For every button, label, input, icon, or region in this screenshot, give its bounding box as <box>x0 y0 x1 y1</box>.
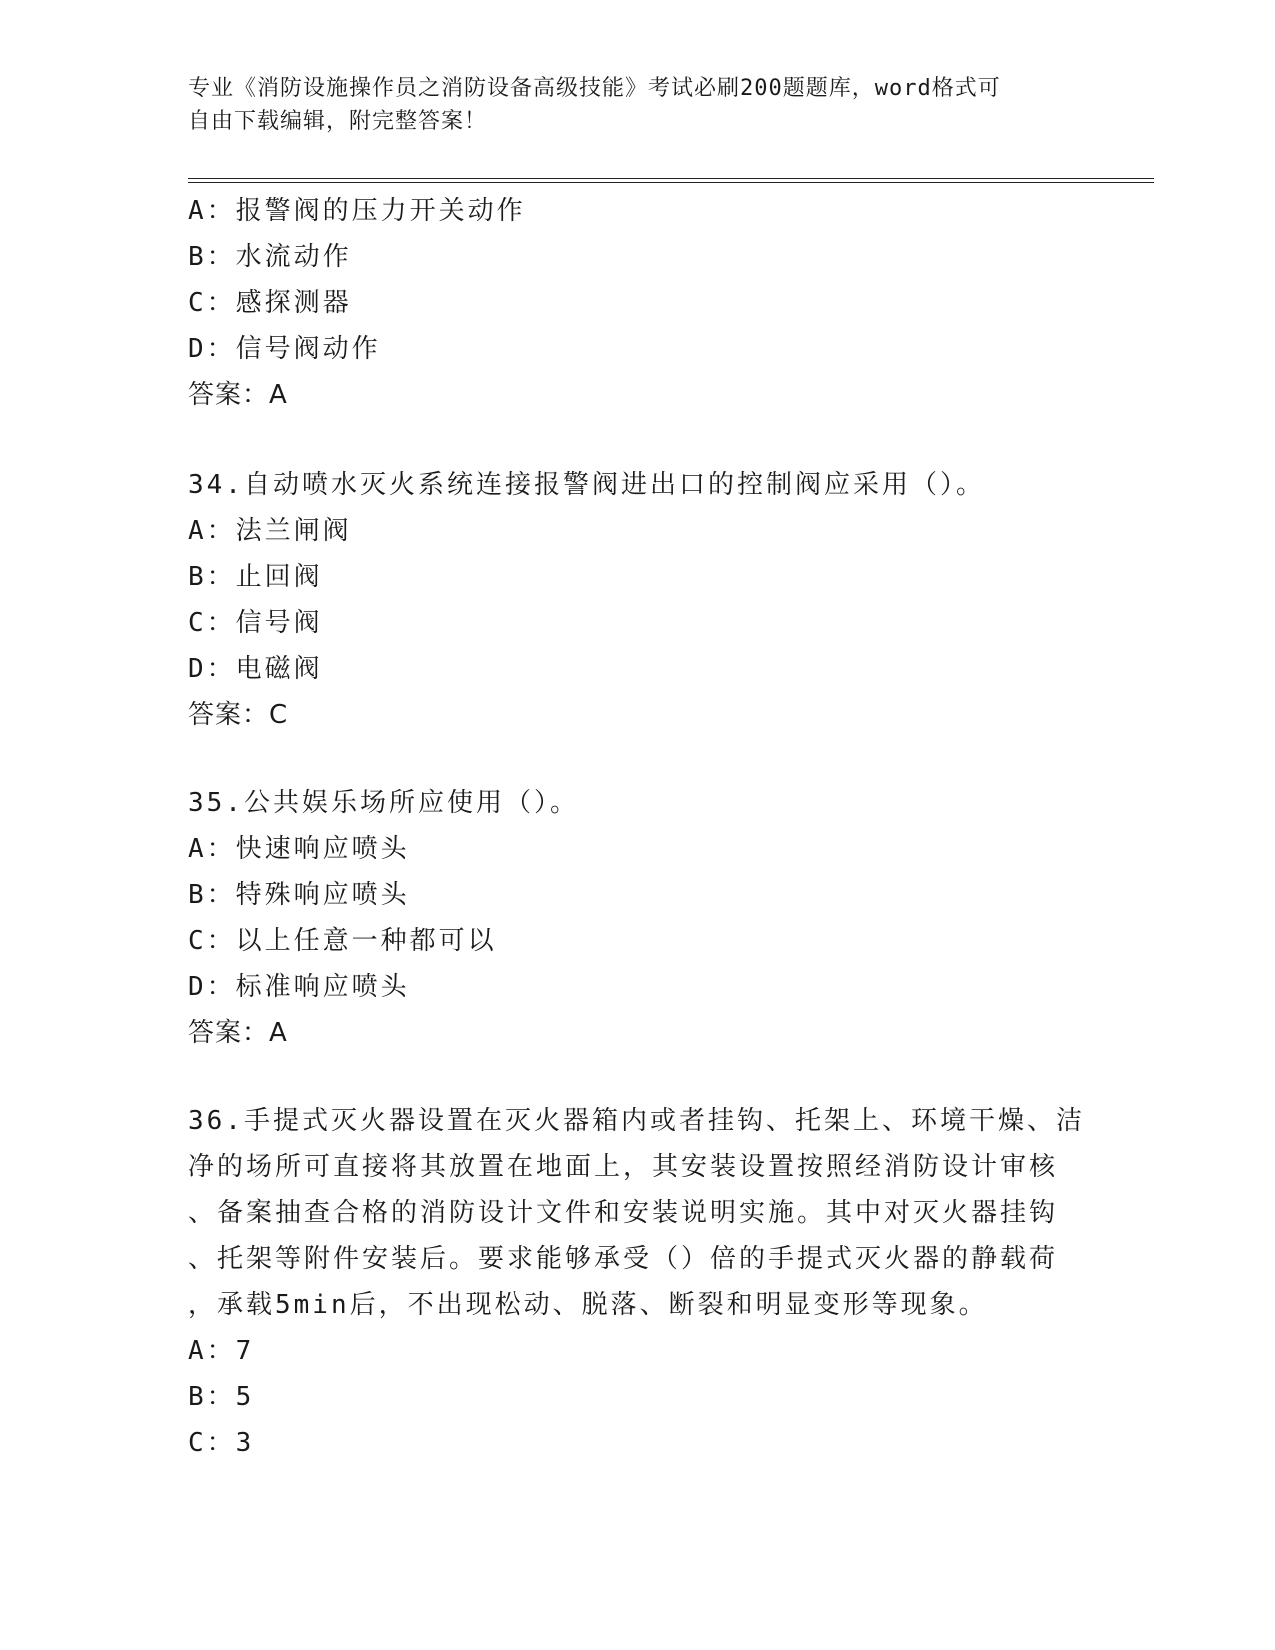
option-a: A：7 <box>188 1336 255 1366</box>
question-stem-line-4: 、托架等附件安装后。要求能够承受（）倍的手提式灭火器的静载荷 <box>188 1244 1059 1274</box>
document-header <box>188 72 1068 138</box>
question-stem: 35.公共娱乐场所应使用（）。 <box>188 788 579 818</box>
question-35 <box>188 780 1088 1056</box>
option-c: C：以上任意一种都可以 <box>188 926 497 956</box>
question-stem-line-5: ，承载5min后，不出现松动、脱落、断裂和明显变形等现象。 <box>188 1290 988 1320</box>
option-c: C：3 <box>188 1428 255 1458</box>
question-stem-line-3: 、备案抽查合格的消防设计文件和安装说明实施。其中对灭火器挂钩 <box>188 1198 1059 1228</box>
question-stem: 34.自动喷水灭火系统连接报警阀进出口的控制阀应采用（）。 <box>188 470 985 500</box>
header-title-line-2: 自由下载编辑，附完整答案！ <box>188 109 488 134</box>
option-b: B：水流动作 <box>188 242 352 272</box>
spacer <box>188 738 1088 780</box>
spacer <box>188 418 1088 462</box>
answer-line: 答案：C <box>188 700 289 730</box>
option-b: B：止回阀 <box>188 562 323 592</box>
option-c: C：信号阀 <box>188 608 323 638</box>
question-33 <box>188 188 1088 418</box>
option-d: D：电磁阀 <box>188 654 323 684</box>
spacer <box>188 1056 1088 1098</box>
option-a: A：法兰闸阀 <box>188 516 352 546</box>
option-a: A：报警阀的压力开关动作 <box>188 196 526 226</box>
option-c: C：感探测器 <box>188 288 352 318</box>
question-34 <box>188 462 1088 738</box>
option-d: D：标准响应喷头 <box>188 972 410 1002</box>
header-title-line-1: 专业《消防设施操作员之消防设备高级技能》考试必刷200题题库，word格式可 <box>188 76 1001 101</box>
option-d: D：信号阀动作 <box>188 334 381 364</box>
question-stem-line-1: 36.手提式灭火器设置在灭火器箱内或者挂钩、托架上、环境干燥、洁 <box>188 1106 1085 1136</box>
answer-line: 答案：A <box>188 1018 288 1048</box>
option-a: A：快速响应喷头 <box>188 834 410 864</box>
option-b: B：5 <box>188 1382 255 1412</box>
question-stem-line-2: 净的场所可直接将其放置在地面上，其安装设置按照经消防设计审核 <box>188 1152 1059 1182</box>
answer-line: 答案：A <box>188 380 288 410</box>
option-b: B：特殊响应喷头 <box>188 880 410 910</box>
header-divider <box>188 178 1154 183</box>
question-36 <box>188 1098 1088 1466</box>
question-list <box>188 188 1088 1466</box>
